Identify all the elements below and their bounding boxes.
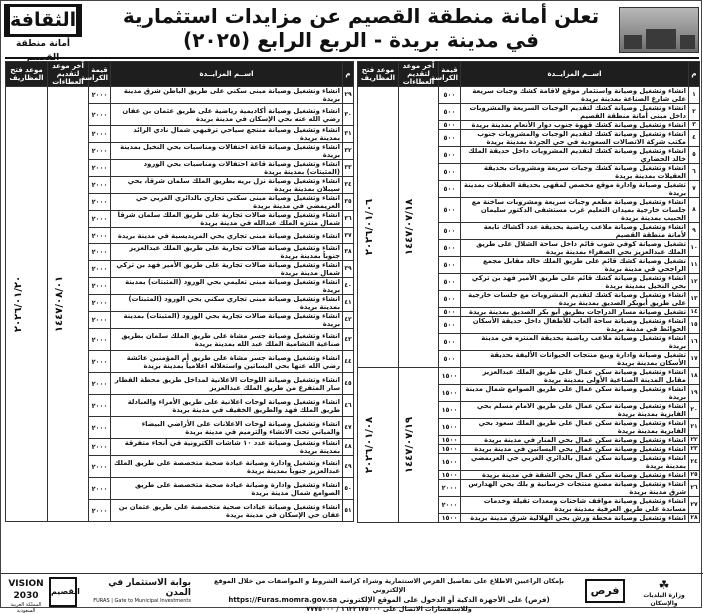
- row-number: ٣٩: [343, 261, 354, 278]
- booklet-price: ١٥٠٠: [439, 514, 461, 523]
- auction-name: انشاء وتشغيل وصيانة واستثمار موقع لاقامة كشك وجبات سريعة على شارع الصناعة بمدينة بريدة: [461, 87, 689, 104]
- booklet-price: ٥٠٠: [439, 308, 461, 317]
- auction-name: انشاء وتشغيل وصيانة عيادات صحية متخصصة على طريق عثمان بن عفان حي الإسكان في مدينة بريدة: [111, 500, 343, 522]
- booklet-price: ٥٠٠: [439, 130, 461, 147]
- auction-name: انشاء وتشغيل وصيانة كشك وجبات سريعة ومشروبات بحديقة العقيلات بمدينة بريدة: [461, 164, 689, 181]
- row-number: ١١: [689, 257, 700, 274]
- booklet-price: ١٥٠٠: [439, 368, 461, 385]
- booklet-price: ٢٠٠٠: [89, 312, 111, 329]
- auction-name: انشاء وتشغيل وصيانة سكن عمال على طريق الملك عبدالعزيز مقابل المدينة الصناعية الأولى بمدينة بريدة: [461, 368, 689, 385]
- qassim-logo: القصيم: [49, 577, 77, 607]
- row-number: ٣٣: [343, 160, 354, 177]
- auction-name: انشاء وتشغيل وصيانة مبنى تجاري سكني بحي الورود (المثبتات) بمدينة بريدة: [111, 295, 343, 312]
- header: [1, 1, 703, 57]
- auction-name: انشاء وتشغيل وصيانة سكن عمال بحي المنار في مدينة بريدة: [461, 436, 689, 445]
- booklet-price: ١٥٠٠: [439, 436, 461, 445]
- booklet-price: ٥٠٠: [439, 291, 461, 308]
- opening-date-text: ٢٠٢٦/٠١/٠٨: [363, 416, 375, 474]
- booklet-price: ٢٠٠٠: [89, 194, 111, 211]
- booklet-price: ٢٠٠٠: [89, 104, 111, 126]
- table-row: [358, 368, 700, 385]
- deadline-date: [399, 87, 439, 368]
- row-number: ٤٢: [343, 312, 354, 329]
- row-number: ٣٦: [343, 211, 354, 228]
- auction-name: انشاء وتشغيل وصيانة سكن عمال على طريق الملك سعود بحي الفايزية بمدينة بريدة: [461, 419, 689, 436]
- row-number: ٣٤: [343, 177, 354, 194]
- footer: [1, 573, 703, 614]
- row-number: ١: [689, 87, 700, 104]
- row-number: ١٦: [689, 334, 700, 351]
- row-number: ٤٠: [343, 278, 354, 295]
- booklet-price: ٢٠٠٠: [89, 439, 111, 456]
- auction-name: انشاء وتشغيل وصيانة صالات تجارية على طريق الملك عبدالعزيز جنوباً بمدينة بريدة: [111, 244, 343, 261]
- row-number: ٢٢: [690, 436, 698, 443]
- auction-name: انشاء وتشغيل وصيانة اللوحات الاعلانية لمداخل طريق محطة القطار سار المتفرع من طريق الملك عبدالعزيز: [111, 373, 343, 395]
- booklet-price: ٥٠٠: [439, 181, 461, 198]
- right-auction-table: [357, 61, 700, 523]
- footer-line-2: (فرص) على الأجهزة الذكية أو الدخول على الموقع الإلكتروني https://Furas.momra.gov.sa: [228, 596, 550, 604]
- auction-name: انشاء وتشغيل وصيانة سكن عمال على طريق الامام مسلم بحي الفايزية بمدينة بريدة: [461, 402, 689, 419]
- booklet-price: ٥٠٠: [439, 147, 461, 164]
- booklet-price: ٢٠٠٠: [89, 244, 111, 261]
- auction-name: تشغيل وصيانة وادارة وبيع منتجات الحيوانات الأليفة بحديقة الأسكان بمدينة بريدة: [461, 351, 689, 368]
- booklet-price: ١٥٠٠: [439, 454, 461, 471]
- auction-name: انشاء وتشغيل وصيانة سكن عمال بحي البساتين في مدينة بريدة: [461, 445, 689, 454]
- row-number: ٢: [689, 104, 700, 121]
- auction-name: انشاء وتشغيل وصيانة كشك لتقديم الوجبات السريعة والمشروبات داخل مبنى أمانة منطقة القصيم: [461, 104, 689, 121]
- booklet-price: ٥٠٠: [439, 104, 461, 121]
- row-number: ٣٠: [343, 104, 354, 126]
- left-auction-table: [5, 61, 354, 522]
- booklet-price: ٥٠٠: [439, 121, 461, 130]
- row-number: ٤٣: [343, 329, 354, 351]
- row-number: ٢٨: [690, 514, 698, 521]
- auction-name: انشاء وتشغيل وصيانة ساحة ألعاب للأطفال داخل حديقة الأسكان الحوائط في مدينة بريدة: [461, 317, 689, 334]
- row-number: ٢٣: [690, 445, 698, 452]
- header-divider: [5, 57, 699, 59]
- booklet-price: ٥٠٠: [439, 257, 461, 274]
- building-photo: [619, 7, 699, 53]
- row-number: ٣٧: [343, 228, 354, 244]
- col-no: م: [689, 62, 700, 87]
- auction-name: انشاء وتشغيل وصيانة صالات تجارية على طريق الملك سلمان شرقاً شمال منتزه الملك عبدالله في مدينة بريدة: [111, 211, 343, 228]
- booklet-price: ٥٠٠: [439, 274, 461, 291]
- row-number: ٤٤: [343, 351, 354, 373]
- auction-name: انشاء وتشغيل وصيانة لوحات الاعلانات على الأراضي البيضاء والمباني تحت الانشاء والترميم في مدينة بريدة: [111, 417, 343, 439]
- table-header-row: [358, 62, 700, 87]
- page-title: تعلن أمانة منطقة القصيم عن مزايدات استثمارية: [122, 4, 600, 28]
- footer-line-1: بإمكان الراغبين الاطلاع على تفاصيل الفرص الاستثمارية وشراء كراسة الشروط و المواصفات من خلال الموقع الإلكتروني: [213, 577, 564, 594]
- row-number: ٤٨: [343, 439, 354, 456]
- logo-mark: الثقافة: [4, 4, 82, 37]
- page-subtitle: في مدينة بريدة - الربع الرابع (٢٠٢٥): [183, 28, 539, 52]
- booklet-price: ٢٠٠٠: [89, 478, 111, 500]
- deadline-date: [48, 87, 89, 522]
- booklet-price: ٥٠٠: [439, 317, 461, 334]
- deadline-date-text: ١٤٤٧/٠٧/١٩: [403, 416, 415, 474]
- auction-name: انشاء وتشغيل وصيانة مطعم وجبات سريعة ومشروبات ساخنة مع جلسات خارجية بميدان التعليم غرب مستشفى الدكتور سليمان الحبيب بمدينة بريدة: [461, 198, 689, 223]
- auction-name: انشاء وتشغيل وصيانة كشك لتقديم المشروبات مع جلسات خارجية على طريق أبوبكر الصديق بمدينة بريدة: [461, 291, 689, 308]
- booklet-price: ٢٠٠٠: [89, 160, 111, 177]
- auction-name: انشاء وتشغيل وصيانة مبنى سكني على طريق الباطن شرق مدينة بريدة: [111, 87, 343, 104]
- forsa-logo: فرص: [585, 579, 625, 603]
- booklet-price: ٥٠٠: [439, 351, 461, 368]
- auction-name: انشاء وتشغيل وصيانة كشك لتقديم المشروبات داخل حديقة الملك خالد الحضاري: [461, 147, 689, 164]
- auction-name: انشاء وتشغيل وصيانة أكاديمية رياضية على طريق عثمان بن عفان رضي الله عنه بحي الإسكان في مدينة بريدة: [111, 104, 343, 126]
- booklet-price: ٥٠٠: [439, 198, 461, 223]
- booklet-price: ٢٠٠٠: [89, 261, 111, 278]
- col-name: اســم المزايــدة: [111, 62, 343, 87]
- row-number: ٣٨: [343, 244, 354, 261]
- booklet-price: ٢٠٠٠: [439, 480, 461, 497]
- auction-name: تشغيل وصيانة كشك قائم على طريق الملك خالد مقابل مجمع الراجحي في مدينة بريدة: [461, 257, 689, 274]
- auction-name: انشاء وتشغيل وصيانة مبنى تجاري بحي المريديسية في مدينة بريدة: [111, 228, 343, 244]
- col-opening: موعد فتح المظاريف: [358, 62, 399, 87]
- row-number: ٣: [689, 121, 700, 130]
- booklet-price: ٢٠٠٠: [89, 395, 111, 417]
- row-number: ١٣: [689, 291, 700, 308]
- footer-line-3: وللاستفسارات الاتصال على ١٦٣٢٦٧٥٠٠٠ / ٧٧٧٥٠٠٠: [306, 605, 472, 613]
- row-number: ١٤: [690, 308, 698, 315]
- col-no: م: [343, 62, 354, 87]
- table-row: [358, 87, 700, 104]
- table-header-row: [6, 62, 354, 87]
- row-number: ١٠: [689, 240, 700, 257]
- col-deadline: آخر موعد لتقديم العطاءات: [399, 62, 439, 87]
- col-price: قيمة الكراسة: [439, 62, 461, 87]
- row-number: ٢٧: [689, 497, 700, 514]
- deadline-date-text: ١٤٤٧/٠٨/٠١: [53, 275, 65, 333]
- booklet-price: ٢٠٠٠: [89, 278, 111, 295]
- row-number: ٣١: [343, 126, 354, 143]
- row-number: ٤٦: [343, 395, 354, 417]
- ministry-logo: ☘ وزارة البلديات والإسكان: [631, 578, 697, 608]
- auction-name: انشاء وتشغيل وصيانة كشك قائم على طريق الأمير فهد بن تركي بحي النخيل بمدينة بريدة: [461, 274, 689, 291]
- row-number: ٢٩: [343, 87, 354, 104]
- col-name: اســم المزايــدة: [461, 62, 689, 87]
- row-number: ١٩: [689, 385, 700, 402]
- auction-name: انشاء وتشغيل وصيانة لوحات اعلانية على طريق الأمراء والعبادلة طريق الملك فهد والطريق الخفيف في مدينة بريدة: [111, 395, 343, 417]
- booklet-price: ٢٠٠٠: [89, 456, 111, 478]
- footer-instructions: [199, 577, 579, 614]
- table-row: [6, 87, 354, 104]
- booklet-price: ٢٠٠٠: [89, 295, 111, 312]
- booklet-price: ٢٠٠٠: [89, 351, 111, 373]
- booklet-price: ٢٠٠٠: [439, 497, 461, 514]
- auction-name: انشاء وتشغيل وصيانة منتجع سياحي ترفيهي شمال نادي الرائد بمدينة بريدة: [111, 126, 343, 143]
- opening-date-text: ٢٠٢٦/٠١/٠٦: [363, 198, 375, 256]
- vision-2030-logo: VISION 2030 المملكة العربية السعودية: [8, 579, 44, 614]
- auction-name: انشاء وتشغيل وصيانة مبنى سكني تجاري بالدائري الغربي حي العريمضي في مدينة بريدة: [111, 194, 343, 211]
- booklet-price: ١٥٠٠: [439, 402, 461, 419]
- booklet-price: ٢٠٠٠: [89, 329, 111, 351]
- col-deadline: آخر موعد لتقديم العطاءات: [48, 62, 89, 87]
- col-price: قيمة الكراسة: [89, 62, 111, 87]
- opening-date-text: ٢٠٢٦/٠١/٢٠: [12, 275, 24, 333]
- auction-name: انشاء وتشغيل وصيانة نزل بريه بطريق الملك سلمان شرقاً، بحي سيبلان بمدينة بريدة: [111, 177, 343, 194]
- row-number: ١٧: [689, 351, 700, 368]
- booklet-price: ٥٠٠: [439, 87, 461, 104]
- auction-name: انشاء وتشغيل وصيانة سكن عمال على طريق الصوامع شمال مدينة بريدة: [461, 385, 689, 402]
- auction-name: انشاء وتشغيل وصيانة محطة ورش بحي الهلالية شرق مدينة بريدة: [461, 514, 689, 523]
- booklet-price: ٥٠٠: [439, 240, 461, 257]
- row-number: ٦: [689, 164, 700, 181]
- auction-name: انشاء وتشغيل وصيانة قاعة احتفالات ومناسبات بحي الورود (المثبتات) بمدينة بريدة: [111, 160, 343, 177]
- auction-name: انشاء وتشغيل وصيانة سكن عمال بالدائري الغربي حي العريمضي بمدينة بريدة: [461, 454, 689, 471]
- booklet-price: ٢٠٠٠: [89, 417, 111, 439]
- furas-portal-logo: بوابة الاستثمار في المدن FURAS | Gate to Municipal Investments: [93, 578, 191, 604]
- booklet-price: ٢٠٠٠: [89, 126, 111, 143]
- auction-name: انشاء وتشغيل وصيانة كشك قهوة جنوب دوار الأنعام بمدينة بريدة: [461, 121, 689, 130]
- booklet-price: ٥٠٠: [439, 223, 461, 240]
- row-number: ٤٩: [343, 456, 354, 478]
- auction-name: انشاء وتشغيل وصيانة سكن عمال بحي الشقة في مدينة بريدة: [461, 471, 689, 480]
- auction-name: انشاء وتشغيل وصيانة جسر مشاة على طريق الملك سلمان بطريق صناعية النشامية الملك عبد الله بمدينة بريدة: [111, 329, 343, 351]
- auction-name: انشاء وتشغيل وصيانة عدد ١٠ شاشات الكترونية في أنحاء متفرقة بمدينة بريدة: [111, 439, 343, 456]
- row-number: ٨: [689, 198, 700, 223]
- booklet-price: ١٥٠٠: [439, 445, 461, 454]
- auction-name: انشاء وتشغيل وادارة وصيانة عيادة صحية متخصصة على طريق الملك عبدالعزيز جنوباً بمدينة بريدة: [111, 456, 343, 478]
- auction-name: انشاء وتشغيل وادارة وصيانة عيادة صحية متخصصة على طريق الصوامع شمال مدينة بريدة: [111, 478, 343, 500]
- auction-name: انشاء وتشغيل وصيانة مواقف شاحنات ومعدات ثقيلة وخدمات مساندة على طريق العرفية بمدينة بريدة: [461, 497, 689, 514]
- palm-emblem-icon: ☘: [658, 578, 670, 592]
- booklet-price: ٢٠٠٠: [89, 87, 111, 104]
- row-number: ٢٠: [689, 402, 700, 419]
- booklet-price: ٥٠٠: [439, 334, 461, 351]
- booklet-price: ٢٠٠٠: [89, 177, 111, 194]
- row-number: ٢٥: [690, 471, 698, 478]
- row-number: ٤٥: [343, 373, 354, 395]
- booklet-price: ٢٠٠٠: [89, 211, 111, 228]
- auction-name: انشاء وتشغيل وصيانة مبنى تعليمي بحي الورود (المثبتات) بمدينة بريدة: [111, 278, 343, 295]
- row-number: ٢٦: [689, 480, 700, 497]
- auction-name: انشاء وتشغيل وصيانة ملاعب رياضية بحديقة المنتزه في مدينة بريدة: [461, 334, 689, 351]
- auction-name: انشاء وتشغيل وصيانة ملاعب رياضية بحديقة عدد أكشاك تابعة لأمانة منطقة القصيم: [461, 223, 689, 240]
- auction-name: تشغيل وصيانة كوفي شوب قائم داخل ساحة الشلال على طريق الملك عبدالعزيز بحي الصفراء بمدينة بريدة: [461, 240, 689, 257]
- booklet-price: ٢٠٠٠: [89, 500, 111, 522]
- row-number: ٣٥: [343, 194, 354, 211]
- row-number: ٥: [689, 147, 700, 164]
- row-number: ٤١: [343, 295, 354, 312]
- auction-name: انشاء وتشغيل وصيانة مصنع منتجات خرسانية و بلك بحي الهدارس شرق مدينة بريدة: [461, 480, 689, 497]
- auction-name: انشاء وتشغيل وصيانة صالات تجارية بحي الورود (المثبتات) بمدينة بريدة: [111, 312, 343, 329]
- booklet-price: ١٥٠٠: [439, 471, 461, 480]
- row-number: ٥١: [343, 500, 354, 522]
- row-number: ٤٧: [343, 417, 354, 439]
- row-number: ٢٤: [689, 454, 700, 471]
- row-number: ٥٠: [343, 478, 354, 500]
- booklet-price: ١٥٠٠: [439, 419, 461, 436]
- booklet-price: ١٥٠٠: [439, 385, 461, 402]
- auction-name: انشاء وتشغيل وصيانة قاعة احتفالات ومناسبات بحي النخيل بمدينة بريدة: [111, 143, 343, 160]
- row-number: ١٨: [689, 368, 700, 385]
- booklet-price: ٥٠٠: [439, 164, 461, 181]
- booklet-price: ٢٠٠٠: [89, 373, 111, 395]
- auction-name: انشاء وتشغيل وصيانة صالات تجارية على طريق الأمير فهد بن تركي شمال مدينة بريدة: [111, 261, 343, 278]
- row-number: ٣٢: [343, 143, 354, 160]
- row-number: ١٥: [689, 317, 700, 334]
- deadline-date-text: ١٤٤٧/٠٧/١٨: [403, 198, 415, 256]
- row-number: ٤: [689, 130, 700, 147]
- col-opening: موعد فتح المظاريف: [6, 62, 48, 87]
- logo-caption: أمانة منطقة: [16, 39, 70, 49]
- row-number: ٢١: [689, 419, 700, 436]
- row-number: ٩: [689, 223, 700, 240]
- auction-name: انشاء وتشغيل وصيانة جسر مشاة على طريق أم المؤمنين عائشة رضي الله عنها بحي البساتين واستغلاله اعلامياً بمدينة بريدة: [111, 351, 343, 373]
- auction-name: انشاء وتشغيل وصيانة كشك لتقديم الوجبات والمشروبات جنوب مكتب شركة الاتصالات السعودية في حي الجردة بمدينة بريدة: [461, 130, 689, 147]
- row-number: ١٢: [689, 274, 700, 291]
- auction-name: تشغيل وصيانة مسار الدراجات بطريق أبو بكر الصديق بمدينة بريدة: [461, 308, 689, 317]
- culture-logo: [4, 4, 82, 54]
- booklet-price: ٢٠٠٠: [89, 143, 111, 160]
- deadline-date: [399, 368, 439, 523]
- booklet-price: ٢٠٠٠: [89, 228, 111, 244]
- auction-name: تشغيل وصيانة وادارة موقع مخصص لمقهى بحديقة العقيلات بمدينة بريدة: [461, 181, 689, 198]
- row-number: ٧: [689, 181, 700, 198]
